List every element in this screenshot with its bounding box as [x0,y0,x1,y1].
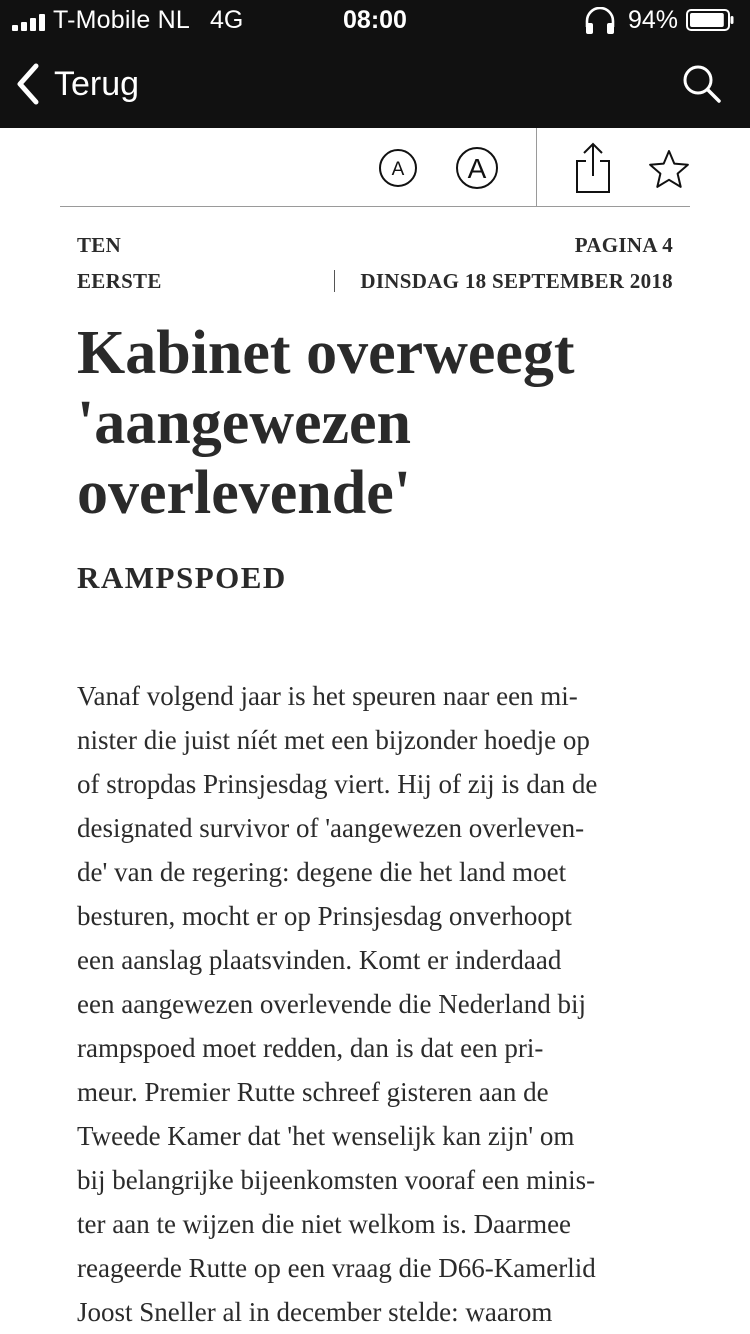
date-separator [334,270,335,292]
body-text-line: een aangewezen overlevende die Nederland bij [77,989,586,1019]
article-headline [77,318,697,528]
body-text-line: meur. Premier Rutte schreef gisteren aan de [77,1077,549,1107]
body-text-line: designated survivor of 'aangewezen overleven- [77,813,585,843]
headline-line: Kabinet overweegt [77,319,575,387]
carrier-name: T-Mobile NL [53,6,190,34]
publication-date: DINSDAG 18 SEPTEMBER 2018 [360,269,673,293]
page-number: PAGINA 4 [574,233,673,257]
article-body [77,674,677,1334]
increase-font-size-icon[interactable] [455,146,499,190]
body-text-line: bij belangrijke bijeenkomsten vooraf een minis- [77,1165,596,1195]
body-text-line: Tweede Kamer dat 'het wenselijk kan zijn' om [77,1121,575,1151]
status-time: 08:00 [343,6,407,34]
article-kicker: RAMPSPOED [77,560,287,595]
body-text-line: Vanaf volgend jaar is het speuren naar een mi- [77,681,578,711]
body-text-line: nister die juist níét met een bijzonder hoedje op [77,725,590,755]
back-button-label: Terug [54,64,140,103]
body-text-line: reageerde Rutte op een vraag die D66-Kamerlid [77,1253,596,1283]
body-text-line: een aanslag plaatsvinden. Komt er inderdaad [77,945,562,975]
network-type: 4G [210,6,244,34]
section-label: TEN [77,233,122,257]
headline-line: 'aangewezen [77,389,412,457]
share-icon[interactable] [573,142,613,194]
navigation-bar [0,40,750,128]
body-text-line: Joost Sneller al in december stelde: waarom [77,1297,553,1327]
search-icon[interactable] [678,60,726,108]
chevron-left-icon [12,60,44,108]
toolbar-divider-line [60,206,690,207]
body-text-line: of stropdas Prinsjesdag viert. Hij of zij is dan de [77,769,598,799]
back-button[interactable] [12,58,139,110]
status-bar [0,0,750,40]
article-toolbar [0,128,750,208]
decrease-font-size-icon[interactable] [378,148,418,188]
toolbar-divider [536,128,537,207]
body-text-line: ter aan te wijzen die niet welkom is. Daarmee [77,1209,572,1239]
battery-percentage: 94% [628,6,679,34]
headline-line: overlevende' [77,459,412,527]
body-text-line: rampspoed moet redden, dan is dat een pri- [77,1033,544,1063]
increase-font-size-label: A [467,153,487,184]
section-label-line2: EERSTE [77,269,162,293]
star-icon[interactable] [648,148,690,190]
body-text-line: besturen, mocht er op Prinsjesdag onverhoopt [77,901,572,931]
body-text-line: de' van de regering: degene die het land moet [77,857,567,887]
headphones-icon [583,7,617,35]
battery-icon [686,9,734,31]
decrease-font-size-label: A [391,159,405,180]
